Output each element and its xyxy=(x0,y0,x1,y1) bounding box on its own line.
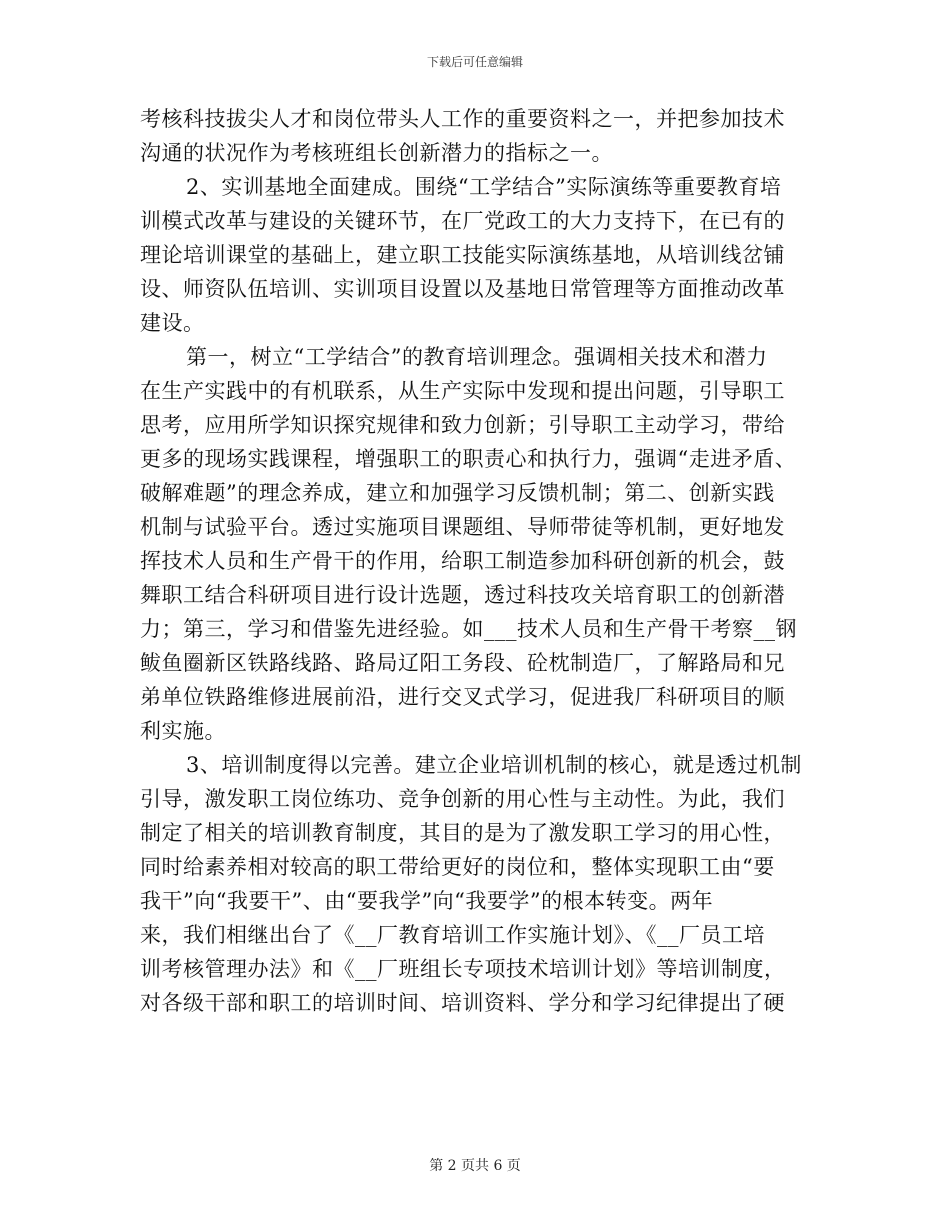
text-line: 机制与试验平台。透过实施项目课题组、导师带徒等机制，更好地发 xyxy=(140,515,785,539)
text-line: 来，我们相继出台了《__厂教育培训工作实施计划》、《__厂员工培 xyxy=(140,923,765,947)
text-line: 训模式改革与建设的关键环节，在厂党政工的大力支持下，在已有的 xyxy=(140,209,785,233)
text-line: 利实施。 xyxy=(140,719,226,743)
text-line: 鲅鱼圈新区铁路线路、路局辽阳工务段、砼枕制造厂，了解路局和兄 xyxy=(140,651,785,675)
text-line: 考核科技拔尖人才和岗位带头人工作的重要资料之一，并把参加技术 xyxy=(140,107,785,131)
paragraph-start-line: 第一，树立“工学结合”的教育培训理念。强调相关技术和潜力 xyxy=(186,345,768,369)
text-line: 舞职工结合科研项目进行设计选题，透过科技攻关培育职工的创新潜 xyxy=(140,583,785,607)
paragraph-start-line: 2、实训基地全面建成。围绕“工学结合”实际演练等重要教育培 xyxy=(186,175,782,199)
paragraph-start-line: 3、培训制度得以完善。建立企业培训机制的核心，就是透过机制 xyxy=(186,753,802,777)
text-line: 我干”向“我要干”、由“要我学”向“我要学”的根本转变。两年 xyxy=(140,889,714,913)
text-line: 弟单位铁路维修进展前沿，进行交叉式学习，促进我厂科研项目的顺 xyxy=(140,685,785,709)
text-line: 沟通的状况作为考核班组长创新潜力的指标之一。 xyxy=(140,141,613,165)
text-line: 破解难题”的理念养成，建立和加强学习反馈机制；第二、创新实践 xyxy=(140,481,775,505)
page-header: 下载后可任意编辑 xyxy=(426,55,523,69)
text-line: 建设。 xyxy=(140,311,205,335)
text-line: 对各级干部和职工的培训时间、培训资料、学分和学习纪律提出了硬 xyxy=(140,991,785,1015)
page-number-footer: 第 2 页共 6 页 xyxy=(429,1158,521,1174)
text-line: 在生产实践中的有机联系，从生产实际中发现和提出问题，引导职工 xyxy=(140,379,785,403)
text-line: 理论培训课堂的基础上，建立职工技能实际演练基地，从培训线岔铺 xyxy=(140,243,785,267)
text-line: 同时给素养相对较高的职工带给更好的岗位和，整体实现职工由“要 xyxy=(140,855,775,879)
text-line: 训考核管理办法》和《__厂班组长专项技术培训计划》等培训制度， xyxy=(140,957,786,981)
text-line: 更多的现场实践课程，增强职工的职责心和执行力，强调“走进矛盾、 xyxy=(140,447,797,471)
text-line: 思考，应用所学知识探究规律和致力创新；引导职工主动学习，带给 xyxy=(140,413,785,437)
text-line: 引导，激发职工岗位练功、竞争创新的用心性与主动性。为此，我们 xyxy=(140,787,785,811)
document-body xyxy=(140,102,820,1020)
text-line: 制定了相关的培训教育制度，其目的是为了激发职工学习的用心性， xyxy=(140,821,785,845)
text-line: 设、师资队伍培训、实训项目设置以及基地日常管理等方面推动改革 xyxy=(140,277,785,301)
text-line: 力；第三，学习和借鉴先进经验。如___技术人员和生产骨干考察__钢 xyxy=(140,617,797,641)
text-line: 挥技术人员和生产骨干的作用，给职工制造参加科研创新的机会，鼓 xyxy=(140,549,785,573)
